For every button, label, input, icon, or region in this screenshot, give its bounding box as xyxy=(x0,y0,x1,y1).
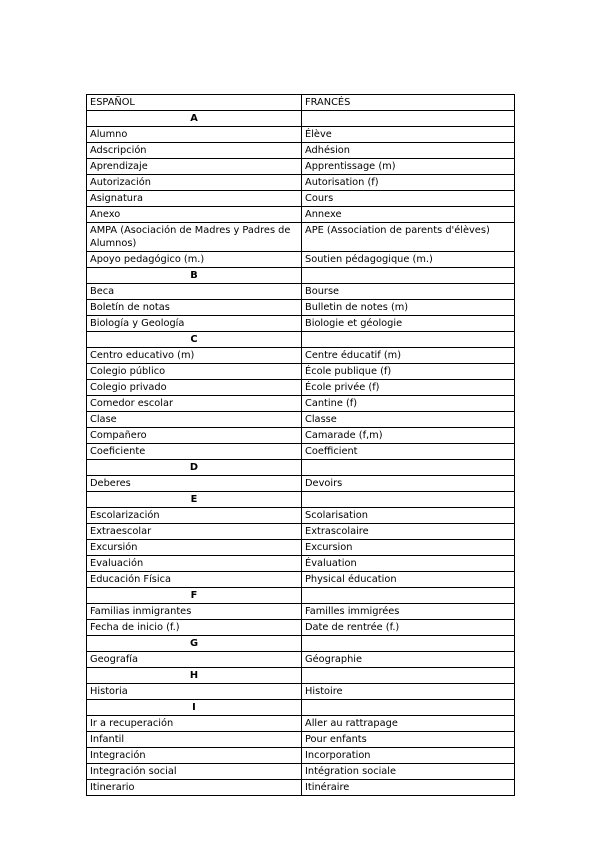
section-letter: A xyxy=(87,111,302,127)
table-row xyxy=(87,572,515,588)
term-french: École publique (f) xyxy=(302,364,515,380)
term-spanish: Historia xyxy=(87,684,302,700)
term-spanish: Familias inmigrantes xyxy=(87,604,302,620)
term-french: Excursion xyxy=(302,540,515,556)
section-letter-row xyxy=(87,460,515,476)
header-row xyxy=(87,95,515,111)
term-french: APE (Association de parents d'élèves) xyxy=(302,223,515,252)
table-row xyxy=(87,604,515,620)
term-spanish: Escolarización xyxy=(87,508,302,524)
term-french: Évaluation xyxy=(302,556,515,572)
section-letter: F xyxy=(87,588,302,604)
table-row xyxy=(87,716,515,732)
term-spanish: Comedor escolar xyxy=(87,396,302,412)
term-spanish: Infantil xyxy=(87,732,302,748)
table-row xyxy=(87,143,515,159)
table-row xyxy=(87,348,515,364)
term-french: Scolarisation xyxy=(302,508,515,524)
term-spanish: Alumno xyxy=(87,127,302,143)
term-spanish: Apoyo pedagógico (m.) xyxy=(87,252,302,268)
table-row xyxy=(87,252,515,268)
term-spanish: Boletín de notas xyxy=(87,300,302,316)
section-letter-blank xyxy=(302,636,515,652)
term-spanish: Itinerario xyxy=(87,780,302,796)
term-spanish: Centro educativo (m) xyxy=(87,348,302,364)
table-row xyxy=(87,223,515,252)
term-spanish: Colegio público xyxy=(87,364,302,380)
term-spanish: Fecha de inicio (f.) xyxy=(87,620,302,636)
term-spanish: Evaluación xyxy=(87,556,302,572)
section-letter-row xyxy=(87,668,515,684)
table-row xyxy=(87,207,515,223)
section-letter: E xyxy=(87,492,302,508)
term-french: Cantine (f) xyxy=(302,396,515,412)
table-row xyxy=(87,556,515,572)
section-letter-blank xyxy=(302,332,515,348)
section-letter-row xyxy=(87,268,515,284)
section-letter-row xyxy=(87,636,515,652)
term-french: Itinéraire xyxy=(302,780,515,796)
section-letter-row xyxy=(87,588,515,604)
term-french: Pour enfants xyxy=(302,732,515,748)
term-spanish: Extraescolar xyxy=(87,524,302,540)
term-spanish: Coeficiente xyxy=(87,444,302,460)
term-french: Familles immigrées xyxy=(302,604,515,620)
term-spanish: Integración social xyxy=(87,764,302,780)
term-french: Physical éducation xyxy=(302,572,515,588)
term-french: École privée (f) xyxy=(302,380,515,396)
term-french: Classe xyxy=(302,412,515,428)
term-french: Adhésion xyxy=(302,143,515,159)
table-row xyxy=(87,732,515,748)
section-letter: D xyxy=(87,460,302,476)
table-row xyxy=(87,620,515,636)
section-letter-blank xyxy=(302,492,515,508)
term-spanish: Colegio privado xyxy=(87,380,302,396)
table-row xyxy=(87,444,515,460)
term-french: Soutien pédagogique (m.) xyxy=(302,252,515,268)
term-spanish: Clase xyxy=(87,412,302,428)
table-row xyxy=(87,540,515,556)
table-row xyxy=(87,380,515,396)
glossary-body xyxy=(87,95,515,796)
header-french: FRANCÉS xyxy=(302,95,515,111)
term-french: Extrascolaire xyxy=(302,524,515,540)
table-row xyxy=(87,364,515,380)
term-french: Intégration sociale xyxy=(302,764,515,780)
term-french: Bulletin de notes (m) xyxy=(302,300,515,316)
section-letter-row xyxy=(87,492,515,508)
table-row xyxy=(87,284,515,300)
glossary-table xyxy=(86,94,515,796)
term-french: Autorisation (f) xyxy=(302,175,515,191)
table-row xyxy=(87,780,515,796)
table-row xyxy=(87,396,515,412)
table-row xyxy=(87,748,515,764)
table-row xyxy=(87,476,515,492)
section-letter-row xyxy=(87,111,515,127)
term-spanish: Aprendizaje xyxy=(87,159,302,175)
section-letter-blank xyxy=(302,111,515,127)
header-spanish: ESPAÑOL xyxy=(87,95,302,111)
table-row xyxy=(87,524,515,540)
table-row xyxy=(87,300,515,316)
term-french: Géographie xyxy=(302,652,515,668)
term-spanish: Asignatura xyxy=(87,191,302,207)
term-french: Date de rentrée (f.) xyxy=(302,620,515,636)
section-letter: H xyxy=(87,668,302,684)
table-row xyxy=(87,316,515,332)
term-spanish: Beca xyxy=(87,284,302,300)
term-spanish: AMPA (Asociación de Madres y Padres de Alumnos) xyxy=(87,223,302,252)
term-spanish: Geografía xyxy=(87,652,302,668)
table-row xyxy=(87,428,515,444)
term-french: Biologie et géologie xyxy=(302,316,515,332)
table-row xyxy=(87,508,515,524)
term-french: Incorporation xyxy=(302,748,515,764)
table-row xyxy=(87,175,515,191)
term-spanish: Deberes xyxy=(87,476,302,492)
section-letter: C xyxy=(87,332,302,348)
term-spanish: Biología y Geología xyxy=(87,316,302,332)
table-row xyxy=(87,764,515,780)
term-french: Bourse xyxy=(302,284,515,300)
table-row xyxy=(87,191,515,207)
term-spanish: Compañero xyxy=(87,428,302,444)
term-french: Histoire xyxy=(302,684,515,700)
term-french: Aller au rattrapage xyxy=(302,716,515,732)
table-row xyxy=(87,159,515,175)
section-letter-row xyxy=(87,700,515,716)
term-spanish: Integración xyxy=(87,748,302,764)
term-spanish: Anexo xyxy=(87,207,302,223)
term-spanish: Autorización xyxy=(87,175,302,191)
table-row xyxy=(87,652,515,668)
section-letter: I xyxy=(87,700,302,716)
section-letter-blank xyxy=(302,268,515,284)
term-french: Devoirs xyxy=(302,476,515,492)
term-spanish: Ir a recuperación xyxy=(87,716,302,732)
section-letter: B xyxy=(87,268,302,284)
section-letter-blank xyxy=(302,668,515,684)
term-french: Coefficient xyxy=(302,444,515,460)
table-row xyxy=(87,412,515,428)
section-letter-blank xyxy=(302,700,515,716)
table-row xyxy=(87,684,515,700)
term-french: Cours xyxy=(302,191,515,207)
term-french: Élève xyxy=(302,127,515,143)
term-french: Annexe xyxy=(302,207,515,223)
section-letter: G xyxy=(87,636,302,652)
term-french: Centre éducatif (m) xyxy=(302,348,515,364)
term-spanish: Educación Física xyxy=(87,572,302,588)
term-french: Apprentissage (m) xyxy=(302,159,515,175)
term-spanish: Adscripción xyxy=(87,143,302,159)
term-spanish: Excursión xyxy=(87,540,302,556)
section-letter-blank xyxy=(302,460,515,476)
table-row xyxy=(87,127,515,143)
section-letter-blank xyxy=(302,588,515,604)
section-letter-row xyxy=(87,332,515,348)
term-french: Camarade (f,m) xyxy=(302,428,515,444)
